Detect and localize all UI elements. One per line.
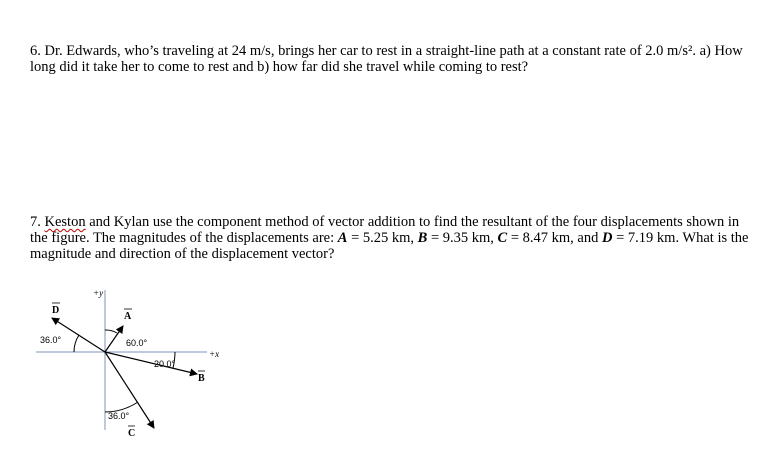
vector-d-label: D [52,305,60,316]
spellcheck-flagged-word[interactable]: Keston [44,214,86,230]
mag-d-label: D [602,230,613,246]
mag-b-value: = 9.35 km, [427,230,498,246]
angle-a-label: 60.0° [126,338,148,348]
angle-d-arc [74,335,79,352]
angle-d-label: 36.0° [40,335,62,345]
angle-a-arc [105,330,117,333]
y-axis-label: +y [93,288,104,298]
mag-b-label: B [417,230,428,246]
problem-7-number: 7. [30,214,41,230]
vector-b-arrow [105,352,197,374]
vector-a-label: A [124,311,132,322]
angle-c-label: 36.0° [108,411,130,421]
problem-6-body: 6. Dr. Edwards, who’s traveling at 24 m/s, brings her car to rest in a straight-line path at a constant rate of 2.0 m/s². a) How long did it take her to come to rest and b) how far did she travel while coming to rest? [30,43,743,75]
mag-c-value: = 8.47 km, and [507,230,602,246]
problem-7-intro: and Kylan use the component method of vector addition to find the resultant of the four displacements shown in the figure. The magnitudes of the displacements are: [30,214,740,246]
mag-d-value: = 7.19 km. What is the magnitude and direction of the displacement vector? [30,230,749,262]
vector-c-label: C [128,428,136,439]
angle-b-label: 20.0° [154,359,176,369]
vector-b-label: B [198,373,205,384]
x-axis-label: +x [209,349,220,359]
mag-a-value: = 5.25 km, [347,230,418,246]
mag-a-label: A [337,230,348,246]
mag-c-label: C [497,230,508,246]
